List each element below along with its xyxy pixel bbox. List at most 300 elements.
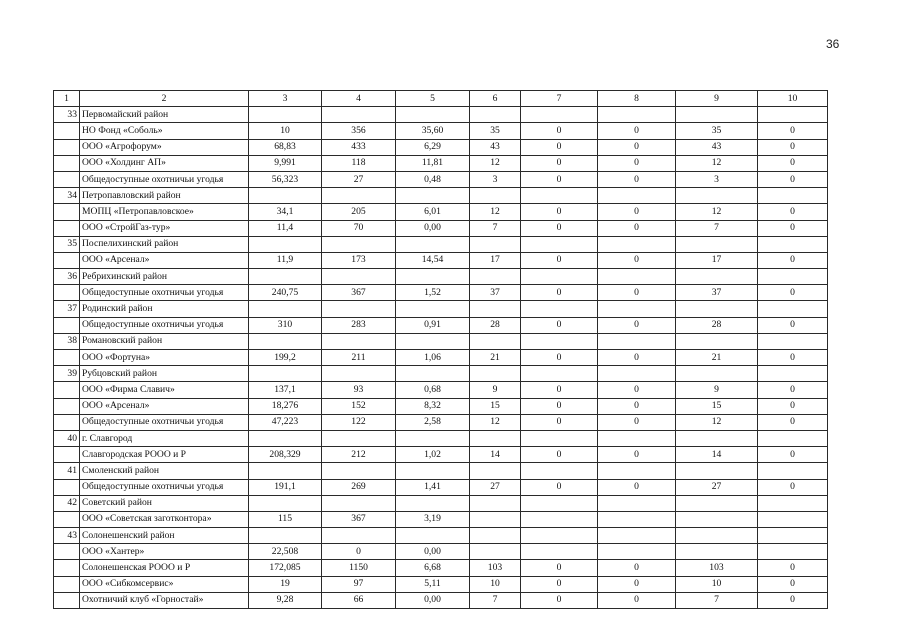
empty-cell — [396, 269, 470, 285]
empty-cell — [470, 430, 521, 446]
empty-cell — [470, 301, 521, 317]
value-cell — [758, 544, 828, 560]
empty-cell — [322, 301, 396, 317]
value-cell: 70 — [322, 220, 396, 236]
empty-cell — [396, 463, 470, 479]
empty-cell — [758, 528, 828, 544]
empty-cell — [598, 333, 676, 349]
value-cell: 0 — [758, 479, 828, 495]
value-cell: 103 — [676, 560, 758, 576]
organization-name: ООО «Арсенал» — [80, 398, 249, 414]
value-cell: 0,68 — [396, 382, 470, 398]
value-cell: 0 — [598, 350, 676, 366]
table-row — [54, 155, 828, 171]
value-cell: 43 — [470, 139, 521, 155]
empty-cell — [758, 301, 828, 317]
empty-cell — [758, 269, 828, 285]
value-cell: 12 — [676, 204, 758, 220]
organization-name: ООО «Фирма Славич» — [80, 382, 249, 398]
empty-cell — [758, 366, 828, 382]
empty-cell — [322, 236, 396, 252]
value-cell — [598, 544, 676, 560]
empty-cell — [676, 269, 758, 285]
value-cell: 115 — [249, 511, 322, 527]
value-cell: 6,29 — [396, 139, 470, 155]
value-cell: 0 — [598, 382, 676, 398]
empty-cell — [598, 269, 676, 285]
organization-name: ООО «Агрофорум» — [80, 139, 249, 155]
value-cell: 172,085 — [249, 560, 322, 576]
value-cell: 191,1 — [249, 479, 322, 495]
table-row — [54, 592, 828, 608]
table-row — [54, 220, 828, 236]
empty-cell — [249, 107, 322, 123]
value-cell: 0 — [598, 252, 676, 268]
value-cell: 283 — [322, 317, 396, 333]
value-cell: 1,02 — [396, 447, 470, 463]
value-cell: 14 — [676, 447, 758, 463]
value-cell — [676, 511, 758, 527]
row-number: 43 — [54, 528, 80, 544]
empty-cell — [521, 366, 598, 382]
value-cell: 0 — [598, 171, 676, 187]
empty-cell — [54, 155, 80, 171]
empty-cell — [598, 236, 676, 252]
empty-cell — [54, 220, 80, 236]
value-cell: 12 — [470, 414, 521, 430]
value-cell: 68,83 — [249, 139, 322, 155]
value-cell: 15 — [470, 398, 521, 414]
value-cell: 367 — [322, 511, 396, 527]
value-cell: 310 — [249, 317, 322, 333]
empty-cell — [396, 333, 470, 349]
district-name: Ребрихинский район — [80, 269, 249, 285]
value-cell: 0 — [521, 479, 598, 495]
value-cell: 17 — [470, 252, 521, 268]
value-cell: 0 — [598, 479, 676, 495]
district-row — [54, 301, 828, 317]
value-cell: 22,508 — [249, 544, 322, 560]
value-cell: 212 — [322, 447, 396, 463]
value-cell: 0 — [598, 447, 676, 463]
row-number: 33 — [54, 107, 80, 123]
value-cell: 56,323 — [249, 171, 322, 187]
value-cell: 5,11 — [396, 576, 470, 592]
value-cell: 0 — [322, 544, 396, 560]
table-row — [54, 382, 828, 398]
empty-cell — [676, 495, 758, 511]
value-cell: 0 — [758, 139, 828, 155]
value-cell: 21 — [676, 350, 758, 366]
empty-cell — [676, 301, 758, 317]
empty-cell — [54, 560, 80, 576]
value-cell: 0 — [521, 285, 598, 301]
value-cell: 0 — [758, 414, 828, 430]
district-row — [54, 528, 828, 544]
value-cell: 37 — [470, 285, 521, 301]
value-cell: 17 — [676, 252, 758, 268]
empty-cell — [54, 382, 80, 398]
row-number: 38 — [54, 333, 80, 349]
organization-name: МОПЦ «Петропавловское» — [80, 204, 249, 220]
empty-cell — [521, 528, 598, 544]
table-row — [54, 252, 828, 268]
value-cell: 28 — [470, 317, 521, 333]
value-cell: 12 — [676, 155, 758, 171]
empty-cell — [396, 495, 470, 511]
empty-cell — [54, 576, 80, 592]
value-cell: 0 — [521, 252, 598, 268]
empty-cell — [54, 511, 80, 527]
value-cell: 0 — [521, 123, 598, 139]
empty-cell — [249, 301, 322, 317]
value-cell: 0 — [521, 560, 598, 576]
value-cell: 0 — [758, 171, 828, 187]
organization-name: Славгородская РООО и Р — [80, 447, 249, 463]
value-cell: 0 — [758, 592, 828, 608]
value-cell: 27 — [470, 479, 521, 495]
empty-cell — [470, 236, 521, 252]
value-cell: 211 — [322, 350, 396, 366]
empty-cell — [676, 528, 758, 544]
value-cell: 7 — [470, 220, 521, 236]
organization-name: ООО «Сибкомсервис» — [80, 576, 249, 592]
empty-cell — [470, 269, 521, 285]
value-cell: 0 — [598, 139, 676, 155]
empty-cell — [598, 463, 676, 479]
empty-cell — [470, 366, 521, 382]
empty-cell — [521, 430, 598, 446]
district-row — [54, 107, 828, 123]
value-cell: 3,19 — [396, 511, 470, 527]
value-cell: 37 — [676, 285, 758, 301]
organization-name: Общедоступные охотничьи угодья — [80, 317, 249, 333]
value-cell: 11,9 — [249, 252, 322, 268]
column-header: 8 — [598, 91, 676, 107]
table-row — [54, 479, 828, 495]
value-cell: 14 — [470, 447, 521, 463]
column-header: 4 — [322, 91, 396, 107]
value-cell: 9,28 — [249, 592, 322, 608]
empty-cell — [521, 107, 598, 123]
empty-cell — [396, 528, 470, 544]
value-cell: 0 — [598, 592, 676, 608]
organization-name: Охотничий клуб «Горностай» — [80, 592, 249, 608]
column-number-row — [54, 91, 828, 107]
table-row — [54, 447, 828, 463]
empty-cell — [470, 463, 521, 479]
empty-cell — [54, 139, 80, 155]
value-cell: 0 — [521, 398, 598, 414]
organization-name: Общедоступные охотничьи угодья — [80, 479, 249, 495]
value-cell: 0 — [758, 576, 828, 592]
district-name: Петропавловский район — [80, 188, 249, 204]
empty-cell — [249, 495, 322, 511]
empty-cell — [521, 269, 598, 285]
empty-cell — [249, 430, 322, 446]
hunting-grounds-table — [53, 90, 828, 609]
empty-cell — [521, 333, 598, 349]
value-cell: 0 — [758, 560, 828, 576]
value-cell: 93 — [322, 382, 396, 398]
value-cell: 137,1 — [249, 382, 322, 398]
empty-cell — [54, 398, 80, 414]
empty-cell — [758, 495, 828, 511]
empty-cell — [676, 107, 758, 123]
column-header: 9 — [676, 91, 758, 107]
value-cell: 0 — [521, 592, 598, 608]
table-row — [54, 317, 828, 333]
empty-cell — [322, 269, 396, 285]
empty-cell — [54, 285, 80, 301]
value-cell: 6,01 — [396, 204, 470, 220]
empty-cell — [758, 236, 828, 252]
empty-cell — [322, 463, 396, 479]
value-cell: 0,91 — [396, 317, 470, 333]
value-cell: 7 — [676, 592, 758, 608]
value-cell: 0 — [598, 285, 676, 301]
value-cell: 0 — [521, 317, 598, 333]
value-cell: 21 — [470, 350, 521, 366]
table-row — [54, 350, 828, 366]
empty-cell — [322, 107, 396, 123]
table-row — [54, 123, 828, 139]
district-name: Родинский район — [80, 301, 249, 317]
table-row — [54, 285, 828, 301]
empty-cell — [249, 366, 322, 382]
value-cell: 0 — [521, 576, 598, 592]
value-cell: 0 — [758, 155, 828, 171]
empty-cell — [521, 495, 598, 511]
value-cell: 7 — [676, 220, 758, 236]
value-cell: 11,4 — [249, 220, 322, 236]
table-row — [54, 171, 828, 187]
table-row — [54, 398, 828, 414]
district-row — [54, 463, 828, 479]
empty-cell — [249, 333, 322, 349]
value-cell: 1,41 — [396, 479, 470, 495]
empty-cell — [54, 252, 80, 268]
district-row — [54, 333, 828, 349]
value-cell: 28 — [676, 317, 758, 333]
value-cell: 0,00 — [396, 592, 470, 608]
empty-cell — [598, 188, 676, 204]
value-cell: 0 — [598, 123, 676, 139]
organization-name: ООО «Холдинг АП» — [80, 155, 249, 171]
value-cell: 205 — [322, 204, 396, 220]
value-cell: 0 — [598, 155, 676, 171]
empty-cell — [470, 333, 521, 349]
district-row — [54, 188, 828, 204]
empty-cell — [322, 366, 396, 382]
value-cell: 0 — [758, 317, 828, 333]
column-header: 6 — [470, 91, 521, 107]
value-cell: 0 — [758, 382, 828, 398]
column-header: 1 — [54, 91, 80, 107]
column-header: 2 — [80, 91, 249, 107]
empty-cell — [322, 528, 396, 544]
value-cell: 27 — [676, 479, 758, 495]
value-cell: 35,60 — [396, 123, 470, 139]
empty-cell — [598, 366, 676, 382]
district-row — [54, 430, 828, 446]
row-number: 39 — [54, 366, 80, 382]
value-cell: 8,32 — [396, 398, 470, 414]
value-cell: 35 — [676, 123, 758, 139]
value-cell: 47,223 — [249, 414, 322, 430]
value-cell: 0 — [598, 398, 676, 414]
column-header: 5 — [396, 91, 470, 107]
value-cell: 0 — [758, 123, 828, 139]
value-cell: 35 — [470, 123, 521, 139]
value-cell: 0 — [758, 252, 828, 268]
row-number: 34 — [54, 188, 80, 204]
empty-cell — [676, 236, 758, 252]
empty-cell — [396, 236, 470, 252]
value-cell — [676, 544, 758, 560]
empty-cell — [470, 528, 521, 544]
value-cell: 12 — [676, 414, 758, 430]
district-row — [54, 269, 828, 285]
row-number: 42 — [54, 495, 80, 511]
organization-name: Общедоступные охотничьи угодья — [80, 171, 249, 187]
column-header: 3 — [249, 91, 322, 107]
empty-cell — [396, 430, 470, 446]
empty-cell — [54, 447, 80, 463]
value-cell: 12 — [470, 155, 521, 171]
value-cell: 0 — [758, 447, 828, 463]
value-cell: 2,58 — [396, 414, 470, 430]
empty-cell — [322, 188, 396, 204]
empty-cell — [470, 495, 521, 511]
value-cell: 0,00 — [396, 220, 470, 236]
empty-cell — [676, 366, 758, 382]
value-cell — [521, 544, 598, 560]
value-cell: 433 — [322, 139, 396, 155]
empty-cell — [676, 463, 758, 479]
empty-cell — [396, 301, 470, 317]
value-cell: 9 — [470, 382, 521, 398]
empty-cell — [521, 188, 598, 204]
value-cell: 0 — [758, 285, 828, 301]
column-header: 10 — [758, 91, 828, 107]
value-cell: 0 — [521, 220, 598, 236]
value-cell: 0,48 — [396, 171, 470, 187]
empty-cell — [249, 528, 322, 544]
district-row — [54, 236, 828, 252]
empty-cell — [54, 317, 80, 333]
empty-cell — [758, 463, 828, 479]
value-cell: 66 — [322, 592, 396, 608]
value-cell — [758, 511, 828, 527]
value-cell: 0 — [758, 398, 828, 414]
value-cell: 208,329 — [249, 447, 322, 463]
district-name: г. Славгород — [80, 430, 249, 446]
empty-cell — [322, 430, 396, 446]
value-cell: 15 — [676, 398, 758, 414]
value-cell: 0 — [598, 560, 676, 576]
empty-cell — [598, 107, 676, 123]
organization-name: ООО «Советская заготконтора» — [80, 511, 249, 527]
value-cell: 0 — [521, 204, 598, 220]
value-cell: 240,75 — [249, 285, 322, 301]
table-row — [54, 204, 828, 220]
district-name: Советский район — [80, 495, 249, 511]
organization-name: ООО «Фортуна» — [80, 350, 249, 366]
table-row — [54, 139, 828, 155]
value-cell: 0 — [598, 317, 676, 333]
value-cell: 356 — [322, 123, 396, 139]
empty-cell — [322, 495, 396, 511]
empty-cell — [322, 333, 396, 349]
empty-cell — [396, 188, 470, 204]
value-cell: 9 — [676, 382, 758, 398]
value-cell: 12 — [470, 204, 521, 220]
empty-cell — [758, 107, 828, 123]
value-cell: 0,00 — [396, 544, 470, 560]
value-cell: 269 — [322, 479, 396, 495]
empty-cell — [598, 528, 676, 544]
empty-cell — [521, 301, 598, 317]
empty-cell — [54, 123, 80, 139]
empty-cell — [676, 333, 758, 349]
value-cell: 10 — [470, 576, 521, 592]
district-name: Рубцовский район — [80, 366, 249, 382]
value-cell: 0 — [521, 414, 598, 430]
empty-cell — [54, 204, 80, 220]
empty-cell — [758, 188, 828, 204]
value-cell: 9,991 — [249, 155, 322, 171]
value-cell: 18,276 — [249, 398, 322, 414]
row-number: 41 — [54, 463, 80, 479]
table-row — [54, 414, 828, 430]
empty-cell — [521, 236, 598, 252]
organization-name: Солонешенская РООО и Р — [80, 560, 249, 576]
value-cell: 118 — [322, 155, 396, 171]
organization-name: ООО «СтройГаз-тур» — [80, 220, 249, 236]
value-cell: 0 — [598, 414, 676, 430]
organization-name: Общедоступные охотничьи угодья — [80, 414, 249, 430]
organization-name: НО Фонд «Соболь» — [80, 123, 249, 139]
value-cell: 173 — [322, 252, 396, 268]
value-cell: 0 — [758, 204, 828, 220]
value-cell: 19 — [249, 576, 322, 592]
table-row — [54, 511, 828, 527]
district-row — [54, 366, 828, 382]
value-cell: 0 — [598, 220, 676, 236]
empty-cell — [249, 188, 322, 204]
empty-cell — [54, 544, 80, 560]
column-header: 7 — [521, 91, 598, 107]
table-row — [54, 576, 828, 592]
empty-cell — [396, 107, 470, 123]
value-cell: 0 — [521, 382, 598, 398]
empty-cell — [758, 333, 828, 349]
value-cell: 0 — [521, 447, 598, 463]
value-cell: 3 — [676, 171, 758, 187]
value-cell: 0 — [598, 204, 676, 220]
empty-cell — [598, 495, 676, 511]
value-cell: 0 — [758, 350, 828, 366]
value-cell: 0 — [521, 155, 598, 171]
value-cell: 27 — [322, 171, 396, 187]
empty-cell — [470, 188, 521, 204]
organization-name: ООО «Хантер» — [80, 544, 249, 560]
value-cell: 103 — [470, 560, 521, 576]
value-cell: 367 — [322, 285, 396, 301]
value-cell — [598, 511, 676, 527]
empty-cell — [598, 430, 676, 446]
